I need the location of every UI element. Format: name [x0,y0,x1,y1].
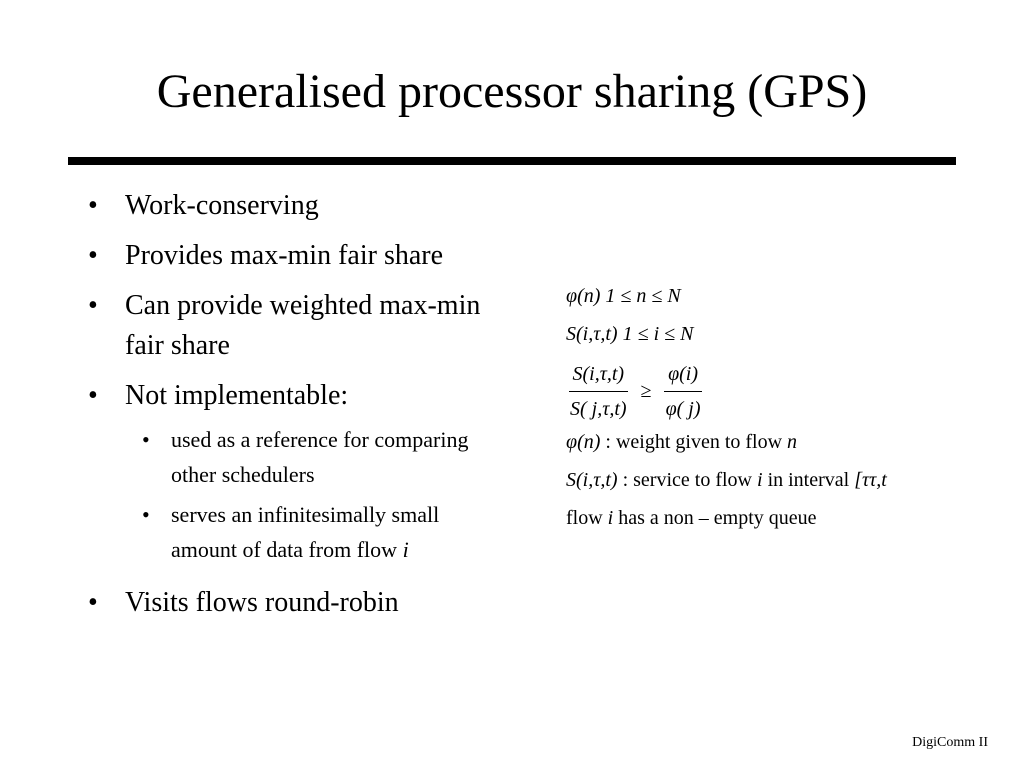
sub-bullet-item [142,422,508,492]
sub-bullet-text: serves an infinitesimally small amount of data from flow [171,502,440,562]
fraction-left [566,359,631,424]
math-service-description [566,464,986,502]
slide-title: Generalised processor sharing (GPS) [156,65,868,118]
math-text: : weight given to flow [600,431,788,453]
bullet-icon: • [142,502,150,527]
bullet-icon: • [88,240,98,271]
math-text: : service to flow [617,469,757,491]
math-block [566,280,986,540]
math-weight-def: φ(n) 1 ≤ n ≤ N [566,285,681,307]
math-fairness-inequality [566,356,986,426]
title-underline [68,157,956,165]
fraction-numerator: φ(i) [664,359,702,392]
bullet-list [88,186,508,633]
bullet-text: Provides max-min fair share [125,240,444,271]
fraction-right [662,359,705,424]
bullet-icon: • [88,190,98,221]
math-expression: φ(n) [566,431,601,453]
math-text: flow [566,507,608,529]
fraction-denominator: S( j,τ,t) [570,397,627,420]
bullet-icon: • [142,427,150,452]
slide-footer: DigiComm II [912,735,988,750]
bullet-icon: • [88,290,98,321]
bullet-text: Visits flows round-robin [125,587,399,618]
bullet-item [88,376,508,416]
inequality-sign: ≥ [640,380,652,402]
math-interval: [ττ,t [854,469,887,491]
math-variable: n [787,431,798,453]
bullet-item [88,186,508,226]
math-text: in interval [762,469,855,491]
bullet-icon: • [88,587,98,618]
math-queue-condition [566,502,986,540]
math-expression: S(i,τ,t) [566,469,618,491]
bullet-icon: • [88,380,98,411]
bullet-text: Can provide weighted max-min fair share [125,290,481,361]
sub-bullet-text: used as a reference for comparing other schedulers [171,427,469,487]
bullet-item [88,583,508,623]
bullet-text: Not implementable: [125,380,349,411]
bullet-item [88,286,508,366]
math-variable: i [607,507,614,529]
bullet-item [88,236,508,276]
math-service-def: S(i,τ,t) 1 ≤ i ≤ N [566,323,694,345]
math-text: has a non – empty queue [613,507,817,529]
math-weight-description [566,426,986,464]
fraction-denominator: φ( j) [665,397,701,420]
sub-bullet-item [142,497,508,567]
math-variable: i [757,469,763,491]
fraction-numerator: S(i,τ,t) [569,359,629,392]
flow-variable: i [402,537,409,562]
bullet-text: Work-conserving [125,190,319,221]
